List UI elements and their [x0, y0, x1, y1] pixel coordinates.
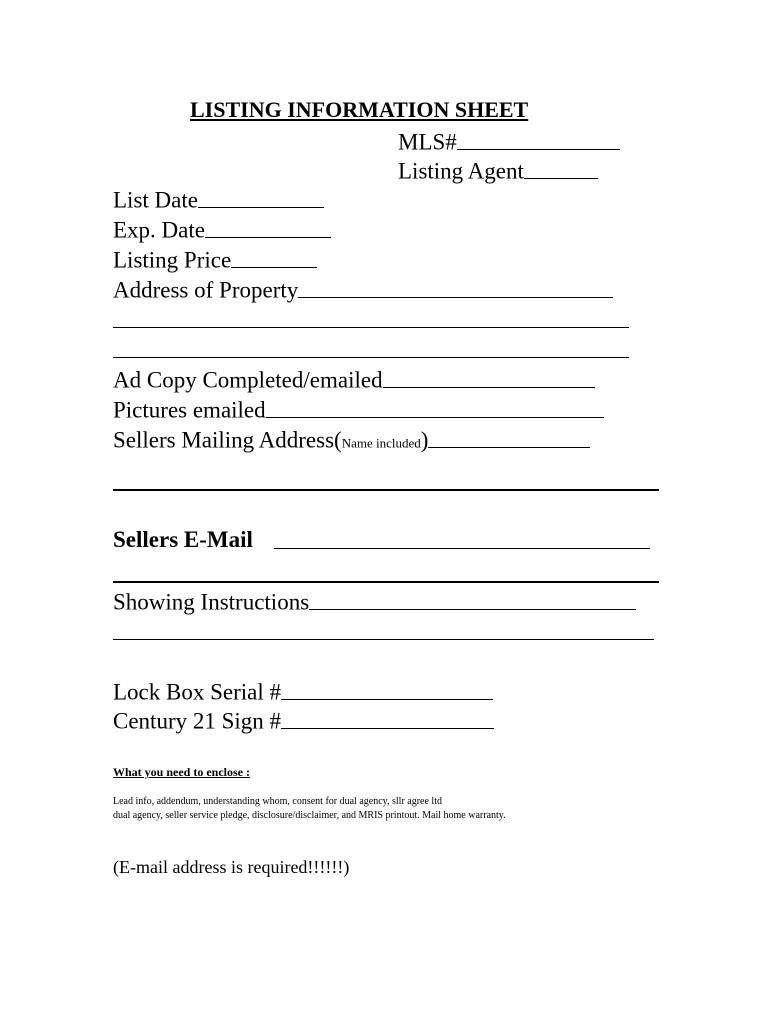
exp-date-blank[interactable]: [205, 216, 331, 238]
email-required-note: (E-mail address is required!!!!!!): [113, 857, 350, 877]
pictures-blank[interactable]: [266, 396, 604, 418]
address-field: [113, 276, 613, 305]
list-date-blank[interactable]: [198, 186, 324, 208]
list-date-field: [113, 186, 324, 215]
sellers-email-blank[interactable]: [274, 548, 650, 549]
enclose-line-1: Lead info, addendum, understanding whom, consent for dual agency, sllr agree ltd: [113, 796, 442, 807]
sellers-mailing-blank[interactable]: [428, 426, 590, 448]
ad-copy-blank[interactable]: [383, 366, 595, 388]
enclose-line-2: dual agency, seller service pledge, disclosure/disclaimer, and MRIS printout. Mail home warranty.: [113, 810, 506, 821]
lockbox-label: Lock Box Serial #: [113, 679, 281, 705]
showing-line-2[interactable]: [113, 639, 654, 640]
showing-blank[interactable]: [309, 588, 636, 610]
page-title: LISTING INFORMATION SHEET: [190, 97, 529, 122]
ad-copy-field: [113, 366, 595, 395]
exp-date-label: Exp. Date: [113, 217, 205, 243]
sellers-email-label: Sellers E-Mail: [113, 527, 253, 552]
listing-price-label: Listing Price: [113, 247, 232, 273]
listing-agent-blank[interactable]: [524, 157, 598, 179]
ad-copy-label: Ad Copy Completed/emailed: [113, 367, 383, 393]
enclose-heading: What you need to enclose :: [113, 765, 250, 779]
sellers-mailing-label: Sellers Mailing Address(: [113, 427, 342, 453]
mls-blank[interactable]: [457, 128, 620, 150]
sign-field: [113, 707, 494, 736]
pictures-field: [113, 396, 604, 425]
address-blank[interactable]: [298, 276, 613, 298]
listing-agent-field: [398, 157, 598, 186]
listing-agent-label: Listing Agent: [398, 158, 524, 184]
lockbox-blank[interactable]: [281, 678, 493, 700]
mls-field: [398, 128, 620, 157]
listing-price-blank[interactable]: [231, 246, 317, 268]
sellers-mailing-field: [113, 426, 590, 458]
pictures-label: Pictures emailed: [113, 397, 266, 423]
address-line-2[interactable]: [113, 327, 629, 328]
list-date-label: List Date: [113, 187, 198, 213]
address-line-3[interactable]: [113, 357, 629, 358]
address-label: Address of Property: [113, 277, 299, 303]
email-line-2[interactable]: [113, 581, 659, 583]
showing-label: Showing Instructions: [113, 589, 310, 615]
lockbox-field: [113, 678, 493, 707]
sellers-mailing-close: ): [420, 427, 429, 453]
sign-blank[interactable]: [281, 707, 494, 729]
showing-field: [113, 588, 636, 617]
exp-date-field: [113, 216, 331, 245]
sign-label: Century 21 Sign #: [113, 708, 282, 734]
listing-price-field: [113, 246, 317, 275]
sellers-email-field: [113, 526, 253, 554]
sellers-mailing-line-2[interactable]: [113, 489, 659, 491]
sellers-mailing-note: Name included: [341, 435, 421, 451]
mls-label: MLS#: [398, 129, 457, 155]
